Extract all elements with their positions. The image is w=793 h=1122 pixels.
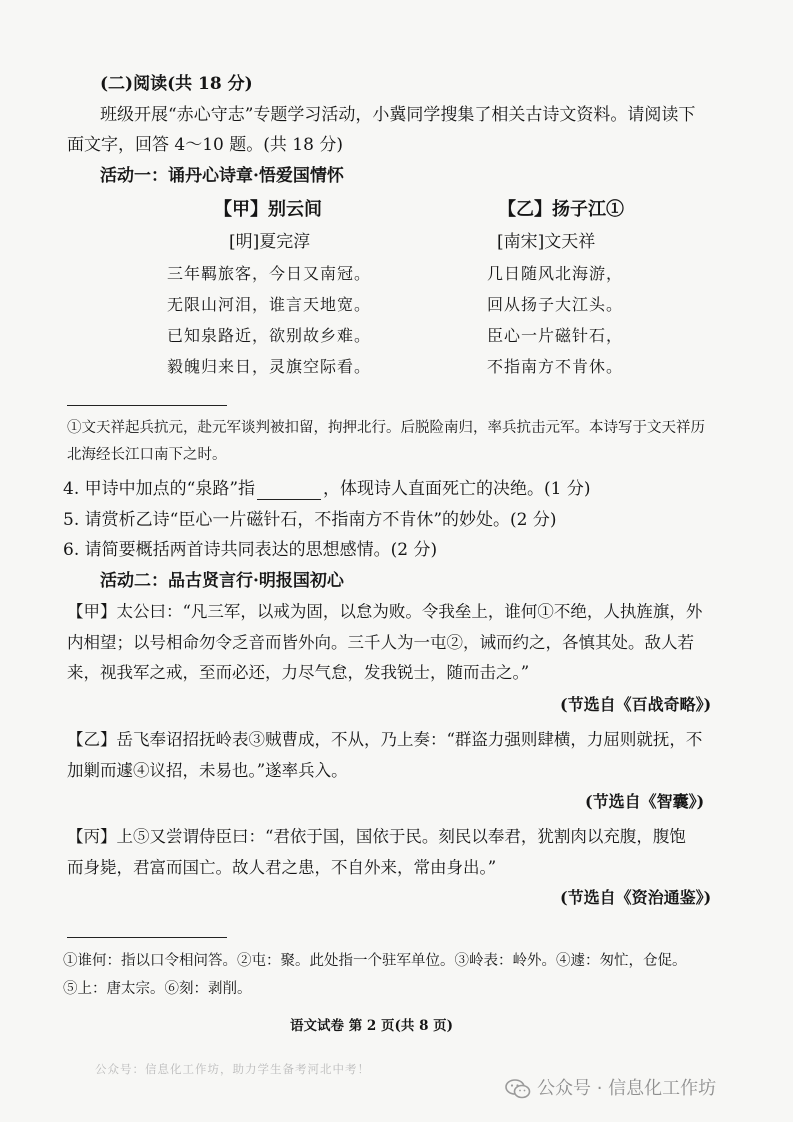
- section-heading: (二)阅读(共 18 分): [100, 74, 253, 94]
- source-b: (节选自《智囊》): [585, 792, 705, 811]
- poem-b-line-1: 几日随风北海游，: [487, 264, 624, 283]
- text-b-line-1: 【乙】岳飞奉诏招抚岭表③贼曹成，不从，乃上奏：“群盗力强则肆横，力屈则就抚，不: [67, 730, 703, 749]
- poem-a-line-1: 三年羁旅客，今日又南冠。: [167, 264, 372, 283]
- poem-a-line-3: 已知泉路近，欲别故乡难。: [167, 326, 372, 345]
- poem-a-line-4: 毅魄归来日，灵旗空际看。: [167, 357, 372, 376]
- source-c: (节选自《资治通鉴》): [560, 888, 712, 907]
- page-footer: 语文试卷 第 2 页(共 8 页): [290, 1018, 454, 1034]
- footnote-1-line-2: 北海经长江口南下之时。: [67, 447, 227, 463]
- source-a: (节选自《百战奇略》): [560, 695, 712, 714]
- poem-a-author: [明]夏完淳: [229, 232, 311, 252]
- poem-b-author: [南宋]文天祥: [497, 232, 596, 252]
- footnote-1-line-1: ①文天祥起兵抗元，赴元军谈判被扣留，拘押北行。后脱险南归，率兵抗击元军。本诗写于文天祥历: [67, 420, 705, 436]
- poem-a-title: 【甲】别云间: [214, 199, 322, 220]
- poem-b-line-3: 臣心一片磁针石，: [487, 326, 624, 345]
- question-4-part-1: 4. 甲诗中加点的“泉路”指: [63, 479, 256, 499]
- question-4-part-2: ，体现诗人直面死亡的决绝。(1 分): [323, 479, 591, 499]
- answer-blank[interactable]: [257, 483, 321, 500]
- footnote-divider-2: [67, 937, 227, 938]
- text-b-line-2: 加剿而遽④议招，未易也。”遂率兵入。: [67, 761, 348, 780]
- footnote-2-line-2: ⑤上：唐太宗。⑥刻：剥削。: [63, 981, 252, 997]
- watermark-text: 公众号：信息化工作坊，助力学生备考河北中考！: [95, 1062, 370, 1076]
- text-c-line-1: 【丙】上⑤又尝谓侍臣曰：“君依于国，国依于民。刻民以奉君，犹割肉以充腹，腹饱: [67, 827, 686, 846]
- text-c-line-2: 而身毙，君富而国亡。故人君之患，不自外来，常由身出。”: [67, 858, 497, 877]
- activity-1-title: 活动一：诵丹心诗章·悟爱国情怀: [100, 166, 344, 186]
- intro-text-line-2: 面文字，回答 4～10 题。(共 18 分): [67, 135, 343, 155]
- footnote-2-line-1: ①谁何：指以口令相问答。②屯：聚。此处指一个驻军单位。③岭表：岭外。④遽：匆忙，仓促。: [63, 953, 687, 969]
- question-6: 6. 请简要概括两首诗共同表达的思想感情。(2 分): [63, 540, 438, 560]
- poem-b-line-4: 不指南方不肯休。: [487, 357, 624, 376]
- poem-b-title: 【乙】扬子江①: [498, 199, 624, 220]
- intro-text-line-1: 班级开展“赤心守志”专题学习活动，小冀同学搜集了相关古诗文资料。请阅读下: [100, 105, 696, 125]
- poem-a-line-2: 无限山河泪，谁言天地宽。: [167, 295, 372, 314]
- poem-b-line-2: 回从扬子大江头。: [487, 295, 624, 314]
- text-a-line-2: 内相望；以号相命勿令乏音而皆外向。三千人为一屯②，诫而约之，各慎其处。敌人若: [67, 633, 694, 652]
- text-a-line-1: 【甲】太公曰：“凡三军，以戒为固，以怠为败。令我垒上，谁何①不绝，人执旌旗，外: [67, 602, 703, 621]
- text-a-line-3: 来，视我军之戒，至而必还，力尽气怠，发我锐士，随而击之。”: [67, 663, 530, 682]
- activity-2-title: 活动二：品古贤言行·明报国初心: [100, 571, 344, 591]
- question-5: 5. 请赏析乙诗“臣心一片磁针石，不指南方不肯休”的妙处。(2 分): [63, 510, 557, 530]
- wechat-icon: [505, 1079, 531, 1099]
- watermark-brand: 公众号 · 信息化工作坊: [537, 1078, 717, 1099]
- question-4: [63, 478, 591, 500]
- footnote-divider-1: [67, 405, 227, 406]
